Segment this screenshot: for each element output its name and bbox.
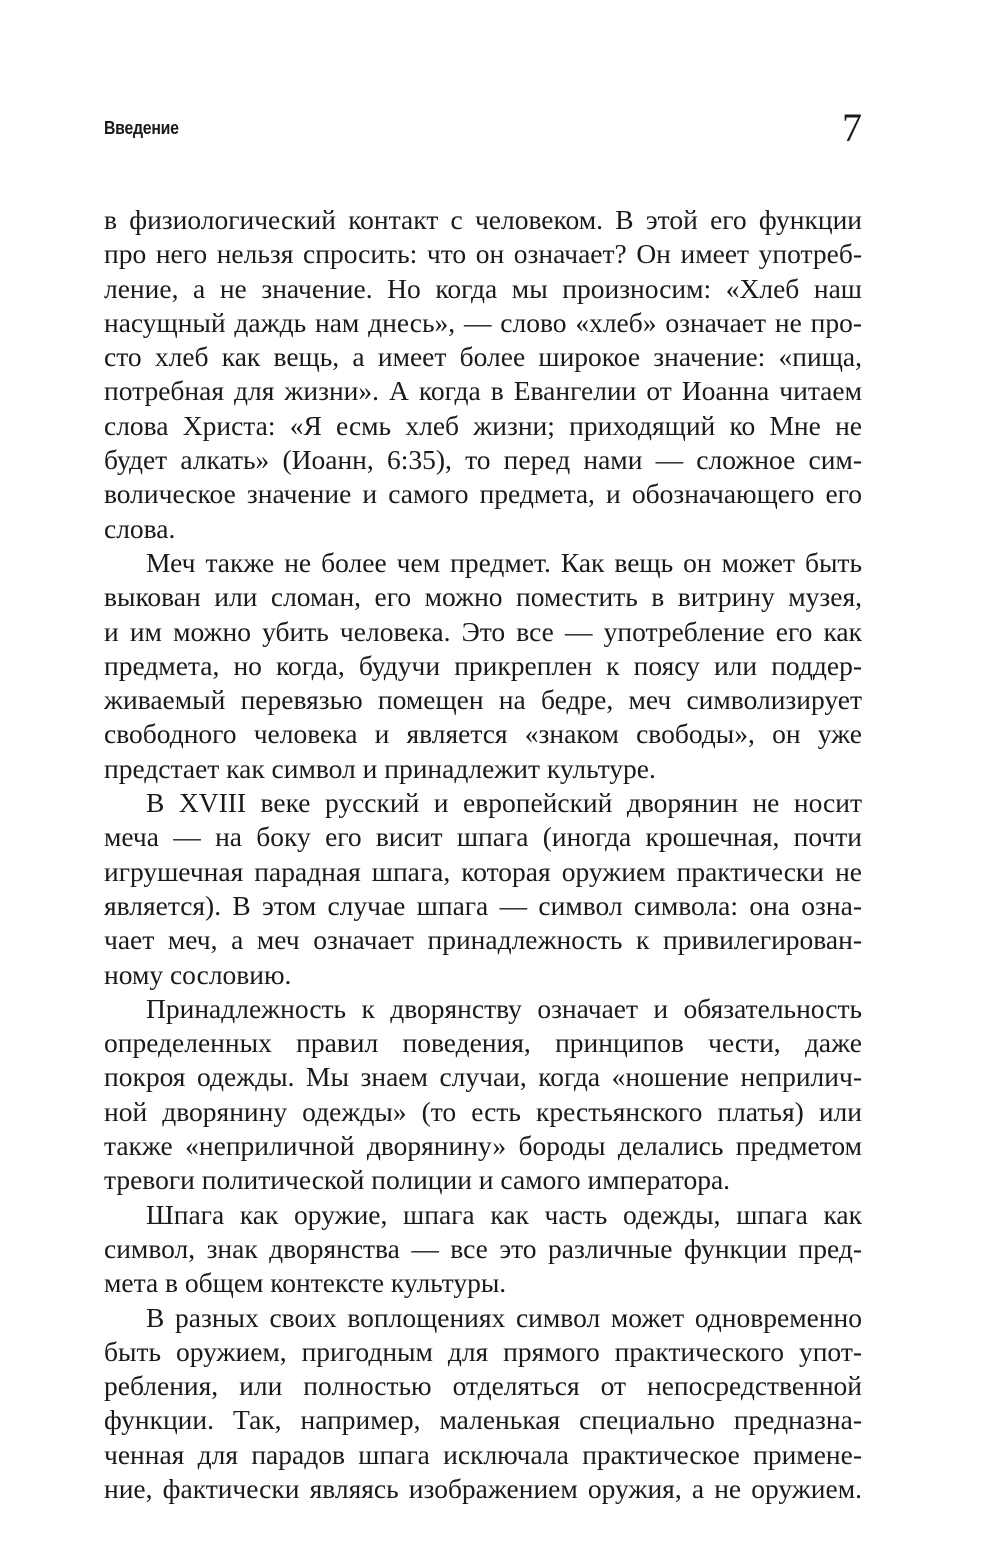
text-line: игрушечная парадная шпага, которая оружием практически не [104,855,862,887]
text-line: является). В этом случае шпага — символ символа: она озна- [104,889,862,921]
text-line: будет алкать» (Иоанн, 6:35), то перед нами — сложное сим- [104,444,862,476]
text-line: мета в общем контексте культуры. [104,1267,507,1299]
text-line: сто хлеб как вещь, а имеет более широкое значение: «пища, [104,341,862,373]
text-line: чает меч, а меч означает принадлежность к привилегирован- [104,924,862,956]
text-line: и им можно убить человека. Это все — употребление его как [104,615,862,647]
paragraph [104,992,862,1198]
text-line: ченная для парадов шпага исключала практическое примене- [104,1438,862,1470]
text-line: ребления, или полностью отделяться от непосредственной [104,1370,862,1402]
text-line: слова. [104,512,176,544]
text-line: Принадлежность к дворянству означает и обязательность [146,992,862,1024]
paragraph [104,1301,862,1507]
text-line: выкован или сломан, его можно поместить в витрину музея, [104,581,862,613]
body-text [104,203,862,1506]
text-line: быть оружием, пригодным для прямого практического упот- [104,1335,862,1367]
text-line: волическое значение и самого предмета, и обозначающего его [104,478,862,510]
page-number: 7 [842,105,862,150]
text-line: символ, знак дворянства — все это различные функции пред- [104,1232,862,1264]
text-line: в физиологический контакт с человеком. В этой его функции [104,204,862,235]
paragraph [104,786,862,992]
text-line: меча — на боку его висит шпага (иногда крошечная, почти [104,821,862,853]
text-line: предмета, но когда, будучи прикреплен к поясу или поддер- [104,649,862,681]
text-line: ление, а не значение. Но когда мы произносим: «Хлеб наш [104,272,862,304]
text-line: также «неприличной дворянину» бороды делались предметом [104,1130,862,1162]
text-line: про него нельзя спросить: что он означает? Он имеет употреб- [104,238,862,270]
paragraph [104,1198,862,1301]
text-line: функции. Так, например, маленькая специально предназна- [104,1404,862,1436]
running-title: Введение [104,118,179,138]
text-line: тревоги политической полиции и самого императора. [104,1164,731,1196]
text-line: предстает как символ и принадлежит культуре. [104,752,656,784]
text-line: определенных правил поведения, принципов чести, даже [104,1027,862,1059]
paragraph [104,546,862,786]
text-line: ной дворянину одежды» (то есть крестьянского платья) или [104,1095,862,1127]
text-line: потребная для жизни». А когда в Евангелии от Иоанна читаем [104,375,862,407]
paragraph [104,203,862,546]
text-line: покроя одежды. Мы знаем случаи, когда «ношение неприлич- [104,1061,862,1093]
text-line: В XVIII веке русский и европейский дворянин не носит [146,787,862,819]
text-line: слова Христа: «Я есмь хлеб жизни; приходящий ко Мне не [104,409,862,441]
text-line: В разных своих воплощениях символ может одновременно [146,1301,862,1333]
text-line: Шпага как оружие, шпага как часть одежды, шпага как [146,1198,862,1230]
text-line: ние, фактически являясь изображением оружия, а не оружием. [104,1472,862,1504]
text-line: ному сословию. [104,958,292,990]
text-line: Меч также не более чем предмет. Как вещь он может быть [146,546,862,578]
text-line: живаемый перевязью помещен на бедре, меч символизирует [104,684,862,716]
text-line: свободного человека и является «знаком свободы», он уже [104,718,862,750]
text-line: насущный даждь нам днесь», — слово «хлеб» означает не про- [104,306,862,338]
